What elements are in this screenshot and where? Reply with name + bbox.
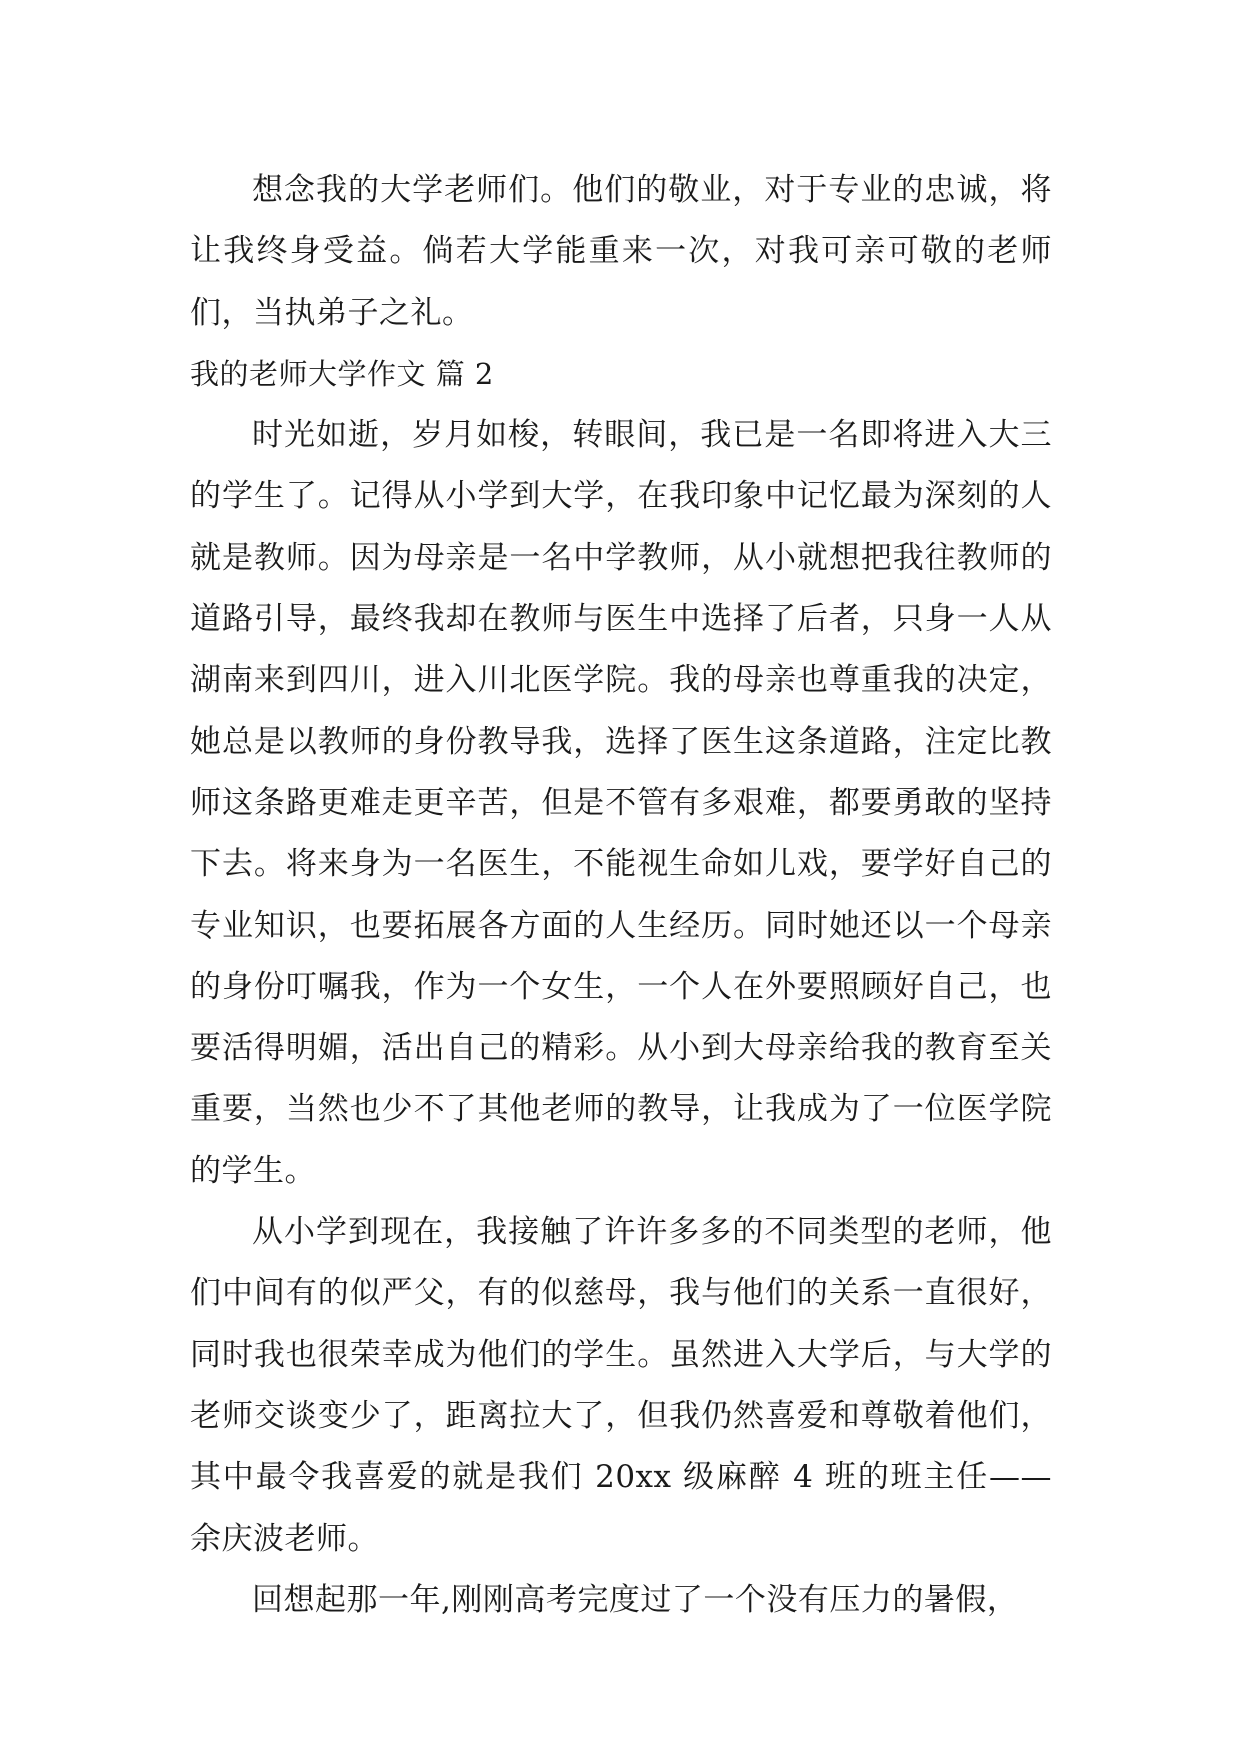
document-body [190,160,1052,1631]
paragraph: 时光如逝，岁月如梭，转眼间，我已是一名即将进入大三的学生了。记得从小学到大学，在我印象中记忆最为深刻的人就是教师。因为母亲是一名中学教师，从小就想把我往教师的道路引导，最终我却在教师与医生中选择了后者，只身一人从湖南来到四川，进入川北医学院。我的母亲也尊重我的决定，她总是以教师的身份教导我，选择了医生这条道路，注定比教师这条路更难走更辛苦，但是不管有多艰难，都要勇敢的坚持下去。将来身为一名医生，不能视生命如儿戏，要学好自己的专业知识，也要拓展各方面的人生经历。同时她还以一个母亲的身份叮嘱我，作为一个女生，一个人在外要照顾好自己，也要活得明媚，活出自己的精彩。从小到大母亲给我的教育至关重要，当然也少不了其他老师的教导，让我成为了一位医学院的学生。 [190,417,1052,1189]
paragraph: 想念我的大学老师们。他们的敬业，对于专业的忠诚，将让我终身受益。倘若大学能重来一次，对我可亲可敬的老师们，当执弟子之礼。 [190,172,1052,331]
paragraph: 从小学到现在，我接触了许许多多的不同类型的老师，他们中间有的似严父，有的似慈母，我与他们的关系一直很好，同时我也很荣幸成为他们的学生。虽然进入大学后，与大学的老师交谈变少了，距离拉大了，但我仍然喜爱和尊敬着他们，其中最令我喜爱的就是我们 20xx 级麻醉 4 班的班主任——余庆波老师。 [190,1214,1052,1557]
section-heading: 我的老师大学作文 篇 2 [190,356,494,391]
paragraph: 回想起那一年,刚刚高考完度过了一个没有压力的暑假， [252,1581,1019,1618]
